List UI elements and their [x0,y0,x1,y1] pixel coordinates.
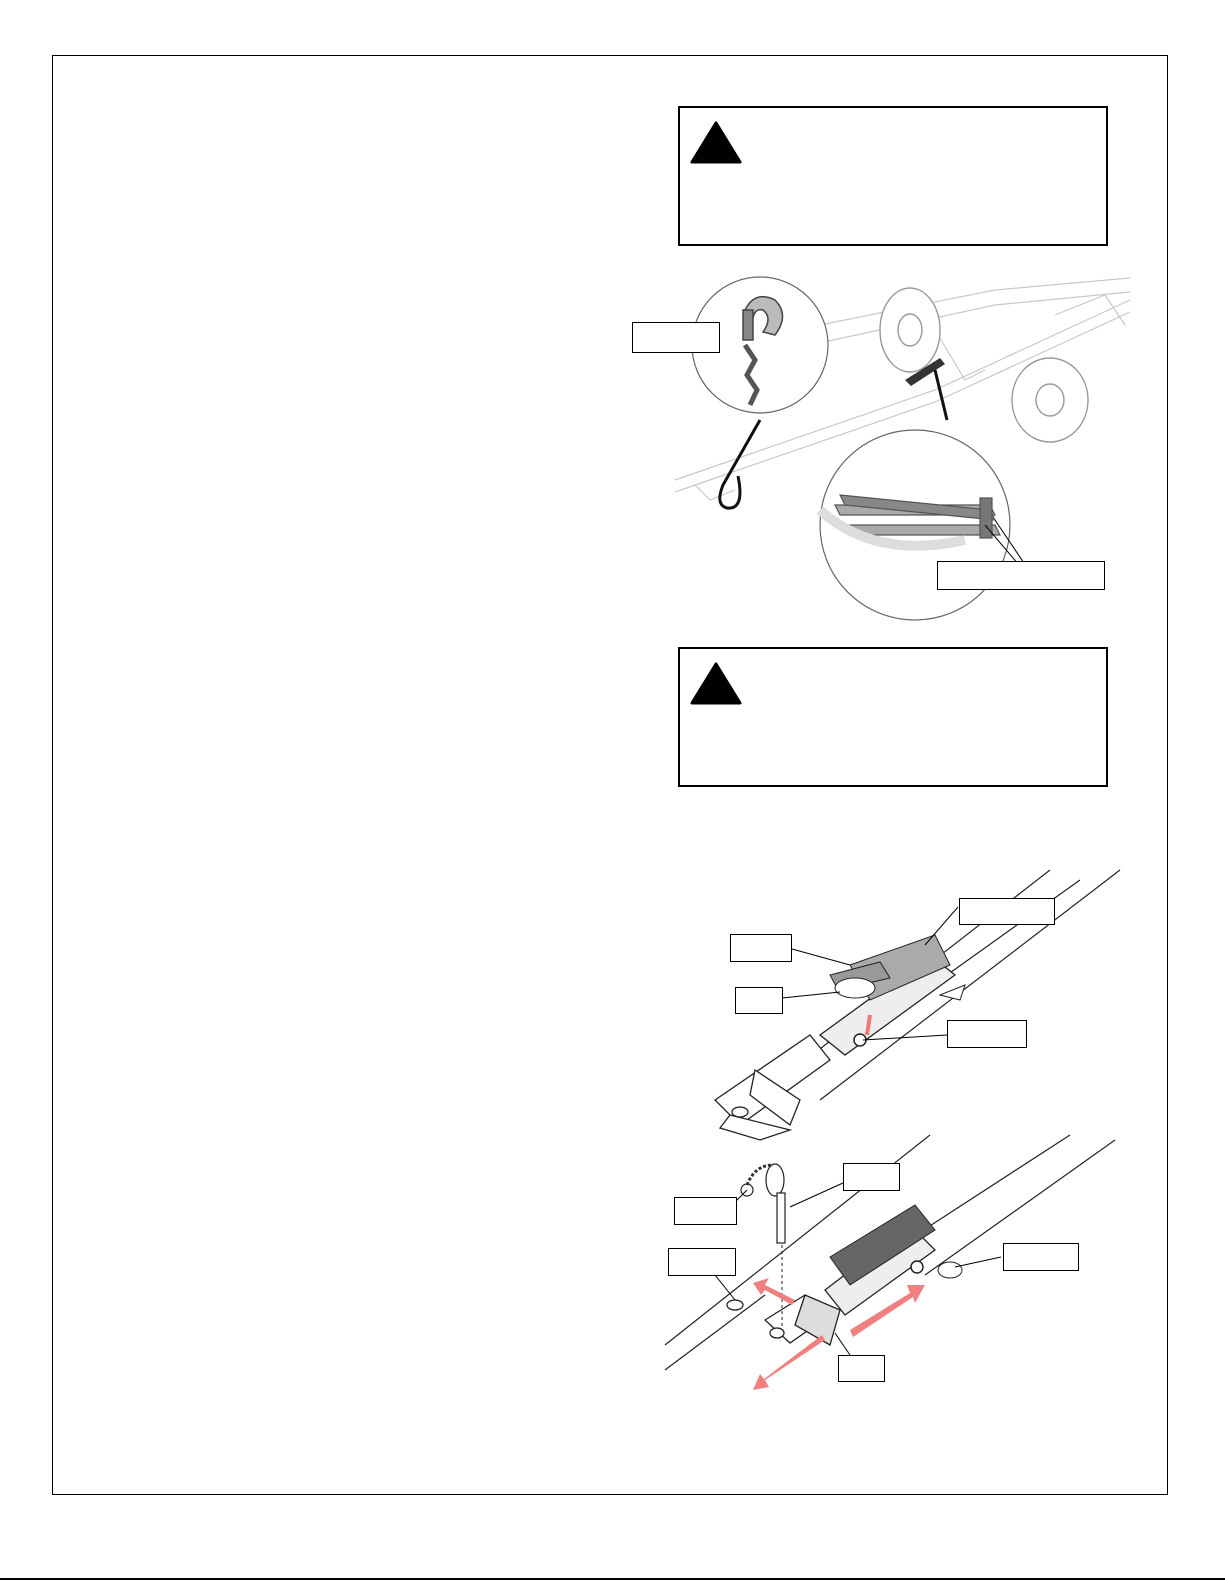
callout-label [937,561,1105,590]
warning-box-2 [678,647,1108,787]
callout-label [838,1355,885,1382]
callout-label [730,934,792,962]
warning-box-1 [678,106,1108,246]
callout-label [947,1020,1027,1048]
callout-label [1003,1243,1079,1271]
cart-overview-figure [635,270,1145,615]
callout-label [735,987,783,1014]
callout-label [632,322,720,353]
callout-label [674,1197,737,1225]
callout-label [843,1163,900,1191]
callout-label [959,898,1055,925]
tongue-extension-figure [665,1145,1125,1410]
warning-triangle-icon [690,120,742,164]
footer-rule [0,1578,1225,1580]
tongue-latch-figure [680,870,1125,1140]
warning-triangle-icon [690,661,742,705]
callout-label [668,1248,736,1276]
